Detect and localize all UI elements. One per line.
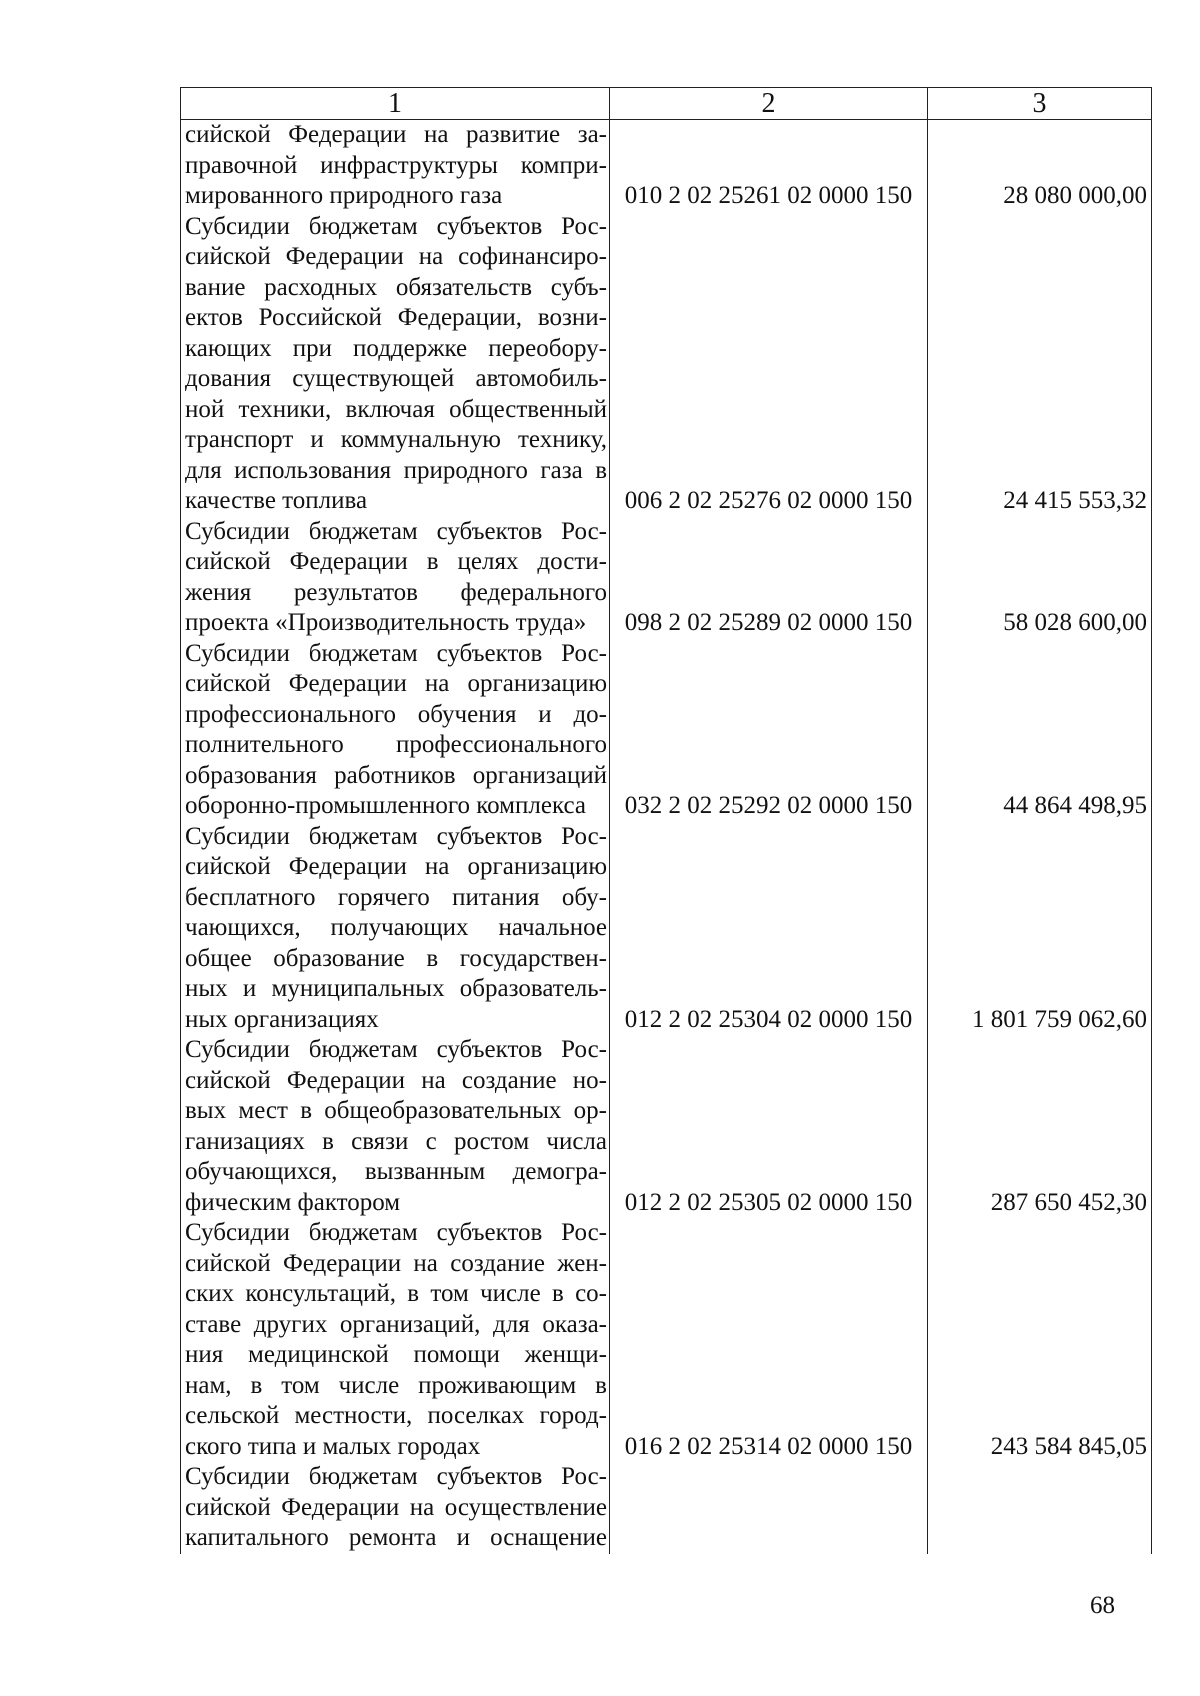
table-row xyxy=(181,120,1152,212)
description-line: Субсидии бюджетам субъектов Рос- xyxy=(185,1036,607,1063)
description-line: для использования природного газа в xyxy=(185,456,607,484)
revenue-code: 016 2 02 25314 02 0000 150 xyxy=(610,1218,928,1462)
description-line: ских консультаций, в том числе в со- xyxy=(185,1280,607,1307)
description-line: профессионального обучения и до- xyxy=(185,700,607,728)
table-row xyxy=(181,1462,1152,1554)
description-line: сийской Федерации на организацию xyxy=(185,670,607,697)
table-row xyxy=(181,1218,1152,1462)
amount: 243 584 845,05 xyxy=(928,1218,1152,1462)
description-line: сельской местности, поселках город- xyxy=(185,1402,607,1429)
revenue-code: 006 2 02 25276 02 0000 150 xyxy=(610,212,928,517)
column-header-3: 3 xyxy=(928,88,1152,120)
amount: 1 801 759 062,60 xyxy=(928,822,1152,1036)
description-line: сийской Федерации на осуществление xyxy=(185,1493,607,1521)
description-line: Субсидии бюджетам субъектов Рос- xyxy=(185,1219,607,1246)
column-header-2: 2 xyxy=(610,88,928,120)
description-line: сийской Федерации в целях дости- xyxy=(185,548,607,575)
description-line: ной техники, включая общественный xyxy=(185,395,607,423)
amount: 58 028 600,00 xyxy=(928,517,1152,639)
description-line: образования работников организаций xyxy=(185,761,607,789)
row-description xyxy=(181,212,610,517)
description-line: оборонно-промышленного комплекса xyxy=(185,792,586,819)
description-line: ставе других организаций, для оказа- xyxy=(185,1310,607,1338)
row-description xyxy=(181,639,610,822)
row-description xyxy=(181,1462,610,1554)
description-line: полнительного профессионального xyxy=(185,731,607,758)
description-line: фическим фактором xyxy=(185,1188,401,1216)
table-row xyxy=(181,517,1152,639)
revenue-code xyxy=(610,1462,928,1554)
budget-table xyxy=(180,87,1152,1554)
description-line: Субсидии бюджетам субъектов Рос- xyxy=(185,1463,607,1490)
header-row xyxy=(181,88,1152,120)
revenue-code: 012 2 02 25304 02 0000 150 xyxy=(610,822,928,1036)
description-line: ния медицинской помощи женщи- xyxy=(185,1341,607,1368)
description-line: ных организациях xyxy=(185,1005,379,1033)
description-line: Субсидии бюджетам субъектов Рос- xyxy=(185,822,607,850)
revenue-code: 032 2 02 25292 02 0000 150 xyxy=(610,639,928,822)
description-line: Субсидии бюджетам субъектов Рос- xyxy=(185,639,607,667)
description-line: нам, в том числе проживающим в xyxy=(185,1371,607,1399)
description-line: общее образование в государствен- xyxy=(185,944,607,972)
description-line: сийской Федерации на развитие за- xyxy=(185,121,607,148)
description-line: дования существующей автомобиль- xyxy=(185,365,607,392)
description-line: Субсидии бюджетам субъектов Рос- xyxy=(185,517,607,545)
row-description xyxy=(181,1218,610,1462)
description-line: жения результатов федерального xyxy=(185,578,607,606)
description-line: сийской Федерации на создание жен- xyxy=(185,1249,607,1277)
amount xyxy=(928,1462,1152,1554)
description-line: транспорт и коммунальную технику, xyxy=(185,426,607,453)
description-line: чающихся, получающих начальное xyxy=(185,914,607,941)
amount: 44 864 498,95 xyxy=(928,639,1152,822)
row-description xyxy=(181,517,610,639)
description-line: кающих при поддержке переобору- xyxy=(185,334,607,362)
amount: 287 650 452,30 xyxy=(928,1035,1152,1218)
description-line: мированного природного газа xyxy=(185,182,503,209)
amount: 24 415 553,32 xyxy=(928,212,1152,517)
description-line: капитального ремонта и оснащение xyxy=(185,1524,607,1551)
table-row xyxy=(181,822,1152,1036)
revenue-code: 098 2 02 25289 02 0000 150 xyxy=(610,517,928,639)
revenue-code: 010 2 02 25261 02 0000 150 xyxy=(610,120,928,212)
description-line: проекта «Производительность труда» xyxy=(185,609,587,636)
description-line: качестве топлива xyxy=(185,487,368,514)
page-number: 68 xyxy=(1090,1592,1115,1619)
description-line: обучающихся, вызванным демогра- xyxy=(185,1158,607,1185)
description-line: ского типа и малых городах xyxy=(185,1432,481,1460)
description-line: правочной инфраструктуры компри- xyxy=(185,151,607,179)
description-line: ектов Российской Федерации, возни- xyxy=(185,304,607,331)
description-line: ных и муниципальных образователь- xyxy=(185,975,607,1002)
row-description xyxy=(181,120,610,212)
table-row xyxy=(181,212,1152,517)
description-line: Субсидии бюджетам субъектов Рос- xyxy=(185,212,607,240)
column-header-1: 1 xyxy=(181,88,610,120)
description-line: сийской Федерации на софинансиро- xyxy=(185,243,607,270)
description-line: бесплатного горячего питания обу- xyxy=(185,883,607,911)
row-description xyxy=(181,1035,610,1218)
row-description xyxy=(181,822,610,1036)
description-line: ганизациях в связи с ростом числа xyxy=(185,1127,607,1155)
description-line: сийской Федерации на организацию xyxy=(185,853,607,880)
description-line: вых мест в общеобразовательных ор- xyxy=(185,1097,607,1124)
description-line: вание расходных обязательств субъ- xyxy=(185,273,607,301)
description-line: сийской Федерации на создание но- xyxy=(185,1066,607,1094)
table-row xyxy=(181,639,1152,822)
table-row xyxy=(181,1035,1152,1218)
amount: 28 080 000,00 xyxy=(928,120,1152,212)
revenue-code: 012 2 02 25305 02 0000 150 xyxy=(610,1035,928,1218)
